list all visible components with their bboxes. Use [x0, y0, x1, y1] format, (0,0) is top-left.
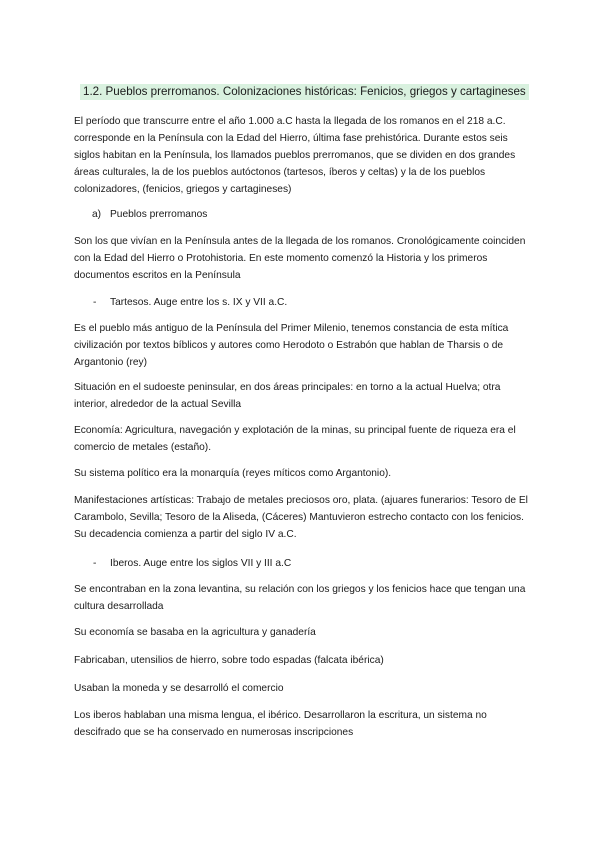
tartesos-paragraph-2: Situación en el sudoeste peninsular, en dos áreas principales: en torno a la actual Huelva; otra interior, alrededor de la actual Sevilla: [74, 382, 501, 410]
iberos-paragraph-4: Usaban la moneda y se desarrolló el comercio: [74, 683, 284, 694]
tartesos-paragraph-4: Su sistema político era la monarquía (reyes míticos como Argantonio).: [74, 468, 392, 479]
tartesos-bullet: -: [93, 297, 97, 308]
iberos-paragraph-1: Se encontraban en la zona levantina, su relación con los griegos y los fenicios hace que tengan una cultura desarrollada: [74, 584, 526, 612]
iberos-paragraph-5: Los iberos hablaban una misma lengua, el ibérico. Desarrollaron la escritura, un sistema no descifrado que se ha conservado en numerosas inscripciones: [74, 710, 487, 738]
tartesos-paragraph-5: Manifestaciones artísticas: Trabajo de metales preciosos oro, plata. (ajuares funerarios: Tesoro de El Carambolo, Sevilla; Tesoro de la Aliseda, (Cáceres) Mantuvieron estrecho contacto con los fenicios. Su decadencia comienza a partir del siglo IV a.C.: [74, 495, 528, 540]
title-wrap: [80, 82, 526, 100]
iberos-paragraph-2: Su economía se basaba en la agricultura y ganadería: [74, 627, 316, 638]
tartesos-paragraph-1: Es el pueblo más antiguo de la Península del Primer Milenio, tenemos constancia de esta mítica civilización por textos bíblicos y autores como Herodoto o Estrabón que hablan de Tharsis o de Argantonio (rey): [74, 323, 509, 368]
section-a-marker: a): [92, 209, 102, 220]
iberos-heading: Iberos. Auge entre los siglos VII y III a.C: [110, 558, 292, 569]
intro-paragraph: El período que transcurre entre el año 1.000 a.C hasta la llegada de los romanos en el 218 a.C. corresponde en la Península con la Edad del Hierro, última fase prehistórica. Durante estos seis siglos habitan en la Península, los llamados pueblos prerromanos, que se dividen en dos grandes áreas culturales, la de los pueblos autóctonos (tartesos, íberos y celtas) y la de los pueblos colonizadores, (fenicios, griegos y cartagineses): [74, 116, 516, 195]
tartesos-heading: Tartesos. Auge entre los s. IX y VII a.C.: [110, 297, 288, 308]
section-a-paragraph: Son los que vivían en la Península antes de la llegada de los romanos. Cronológicamente coinciden con la Edad del Hierro o Protohistoria. En este momento comenzó la Historia y los primeros documentos escritos en la Península: [74, 236, 526, 281]
page-title: 1.2. Pueblos prerromanos. Colonizaciones históricas: Fenicios, griegos y cartagineses: [80, 84, 529, 100]
tartesos-paragraph-3: Economía: Agricultura, navegación y explotación de la minas, su principal fuente de riqueza era el comercio de metales (estaño).: [74, 425, 516, 453]
iberos-bullet: -: [93, 558, 97, 569]
section-a-heading: Pueblos prerromanos: [110, 209, 208, 220]
iberos-paragraph-3: Fabricaban, utensilios de hierro, sobre todo espadas (falcata ibérica): [74, 655, 384, 666]
